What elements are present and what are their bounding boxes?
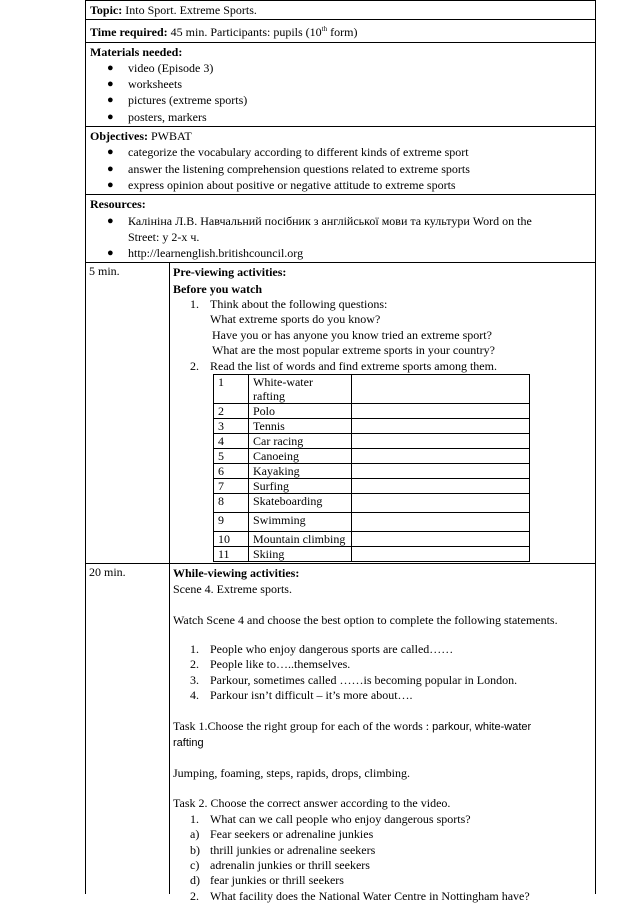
- objectives-value: PWBAT: [150, 129, 192, 144]
- resources-label: Resources:: [90, 197, 146, 212]
- list-item: c) adrenalin junkies or thrill seekers: [190, 858, 370, 872]
- list-item: d) fear junkies or thrill seekers: [190, 873, 344, 888]
- while-time: 20 min.: [86, 564, 170, 894]
- while-viewing-row: [85, 564, 596, 903]
- materials-row: [85, 43, 596, 127]
- bullet-icon: ●: [107, 110, 114, 123]
- table-row: 10 Mountain climbing: [214, 532, 530, 547]
- table-row: 9 Swimming: [214, 513, 530, 532]
- materials-label: Materials needed:: [90, 44, 183, 59]
- table-row: 7 Surfing: [214, 479, 530, 494]
- pre-viewing-row: [85, 263, 596, 564]
- table-row: 3 Tennis: [214, 419, 530, 434]
- bullet-icon: ●: [107, 247, 114, 260]
- list-item: 1. Think about the following questions:: [190, 297, 388, 312]
- table-row: 2 Polo: [214, 404, 530, 419]
- time-value: 45 min. Participants: pupils (10: [170, 25, 322, 40]
- list-item: a) Fear seekers or adrenaline junkies: [190, 827, 374, 842]
- pre-title: Pre-viewing activities:: [173, 265, 287, 280]
- bullet-icon: ●: [107, 178, 114, 191]
- pre-questions: [173, 297, 592, 312]
- bullet-icon: ●: [107, 146, 114, 159]
- task2-questions: [173, 812, 592, 904]
- pre-body: Pre-viewing activities: Before you watch 1. Think about the following questions: What extreme sports do you know? Have you or has anyone you know tried an extreme sport? What are the most popular extreme sports in your country? 2. Read the list of words and find extreme sports among them. 1 White-water rafting 2 Polo 3 Tennis 4 Car racing 5 Canoeing 6 Kayaking 7 Surfing 8 Skateboarding 9 Swimming 10 Mountain climbing 11 Skiing: [170, 263, 595, 563]
- bullet-icon: ●: [107, 94, 114, 107]
- list-item: b) thrill junkies or adrenaline seekers: [190, 842, 376, 857]
- table-row: 6 Kayaking: [214, 464, 530, 479]
- table-row: 11 Skiing: [214, 547, 530, 562]
- while-body: While-viewing activities: Scene 4. Extreme sports. Watch Scene 4 and choose the best option to complete the following statements. 1. People who enjoy dangerous sports are called…… 2. People like to…..themselves. 3. Parkour, sometimes called ……is becoming popular in London. 4. Parkour isn’t difficult – it’s more about…. Task 1.Choose the right group for each of the words : parkour, white-water rafting Jumping, foaming, steps, rapids, drops, climbing. Task 2. Choose the correct answer according to the video. 1. What can we call people who enjoy dangerous sports? a) Fear seekers or adrenaline junkies b) thrill junkies or adrenaline seekers c) adrenalin junkies or thrill seekers d) fear junkies or thrill seekers 2. What facility does the National Water Centre in Nottingham have?: [170, 564, 595, 894]
- lesson-plan-table: [85, 0, 596, 903]
- bullet-icon: ●: [107, 61, 114, 74]
- table-row: 4 Car racing: [214, 434, 530, 449]
- table-row: 8 Skateboarding: [214, 494, 530, 513]
- table-row: 1 White-water rafting: [214, 375, 530, 404]
- list-item: ● answer the listening comprehension questions related to extreme sports: [107, 161, 470, 176]
- task1-title: Task 1.Choose the right group for each of the words : parkour, white-water: [173, 718, 532, 733]
- while-title: While-viewing activities:: [173, 566, 300, 581]
- list-item: 1. People who enjoy dangerous sports are called……: [190, 641, 454, 656]
- word-table: [213, 374, 530, 562]
- list-item: 4. Parkour isn’t difficult – it’s more about….: [190, 688, 413, 703]
- statement-list: [173, 642, 592, 704]
- list-item: 1. What can we call people who enjoy dangerous sports?: [190, 811, 471, 826]
- list-item: ● Калініна Л.В. Навчальний посібник з англійської мови та культури Word on the Street: у 2-х ч.: [107, 213, 532, 244]
- list-item: ● posters, markers: [107, 109, 207, 124]
- materials-list: [90, 60, 591, 125]
- topic-label: Topic:: [90, 3, 123, 17]
- time-sup: th: [321, 25, 328, 34]
- list-item: 2. People like to…..themselves.: [190, 657, 351, 672]
- resource-link[interactable]: http://learnenglish.britishcouncil.org: [128, 246, 304, 261]
- list-item: 2. Read the list of words and find extreme sports among them.: [190, 358, 497, 373]
- time-label: Time required:: [90, 25, 168, 40]
- bullet-icon: ●: [107, 162, 114, 175]
- scene-instruction: Watch Scene 4 and choose the best option to complete the following statements.: [173, 612, 558, 627]
- table-row: 5 Canoeing: [214, 449, 530, 464]
- time-row: [85, 20, 596, 42]
- objectives-row: [85, 127, 596, 195]
- scene-title: Scene 4. Extreme sports.: [173, 582, 292, 597]
- list-item: 2. What facility does the National Water Centre in Nottingham have?: [190, 888, 530, 903]
- bullet-icon: ●: [107, 78, 114, 91]
- list-item: [90, 245, 591, 261]
- list-item: ● pictures (extreme sports): [107, 93, 248, 108]
- list-item: ● categorize the vocabulary according to different kinds of extreme sport: [107, 145, 469, 160]
- objectives-list: [90, 144, 591, 193]
- list-item: ● video (Episode 3): [107, 60, 214, 75]
- objectives-label: Objectives:: [90, 129, 148, 144]
- topic-row: [85, 0, 596, 20]
- time-tail: form): [327, 25, 358, 40]
- pre-subtitle: Before you watch: [173, 281, 263, 296]
- bullet-icon: ●: [107, 214, 114, 227]
- resources-row: [85, 195, 596, 263]
- list-item: ● express opinion about positive or negative attitude to extreme sports: [107, 177, 456, 192]
- topic-value: Into Sport. Extreme Sports.: [125, 3, 257, 17]
- resources-list: [90, 213, 591, 262]
- task2-title: Task 2. Choose the correct answer according to the video.: [173, 796, 451, 811]
- pre-time: 5 min.: [86, 263, 170, 563]
- list-item: ● worksheets: [107, 77, 182, 92]
- task1-words: Jumping, foaming, steps, rapids, drops, climbing.: [173, 766, 410, 781]
- list-item: 3. Parkour, sometimes called ……is becoming popular in London.: [190, 672, 518, 687]
